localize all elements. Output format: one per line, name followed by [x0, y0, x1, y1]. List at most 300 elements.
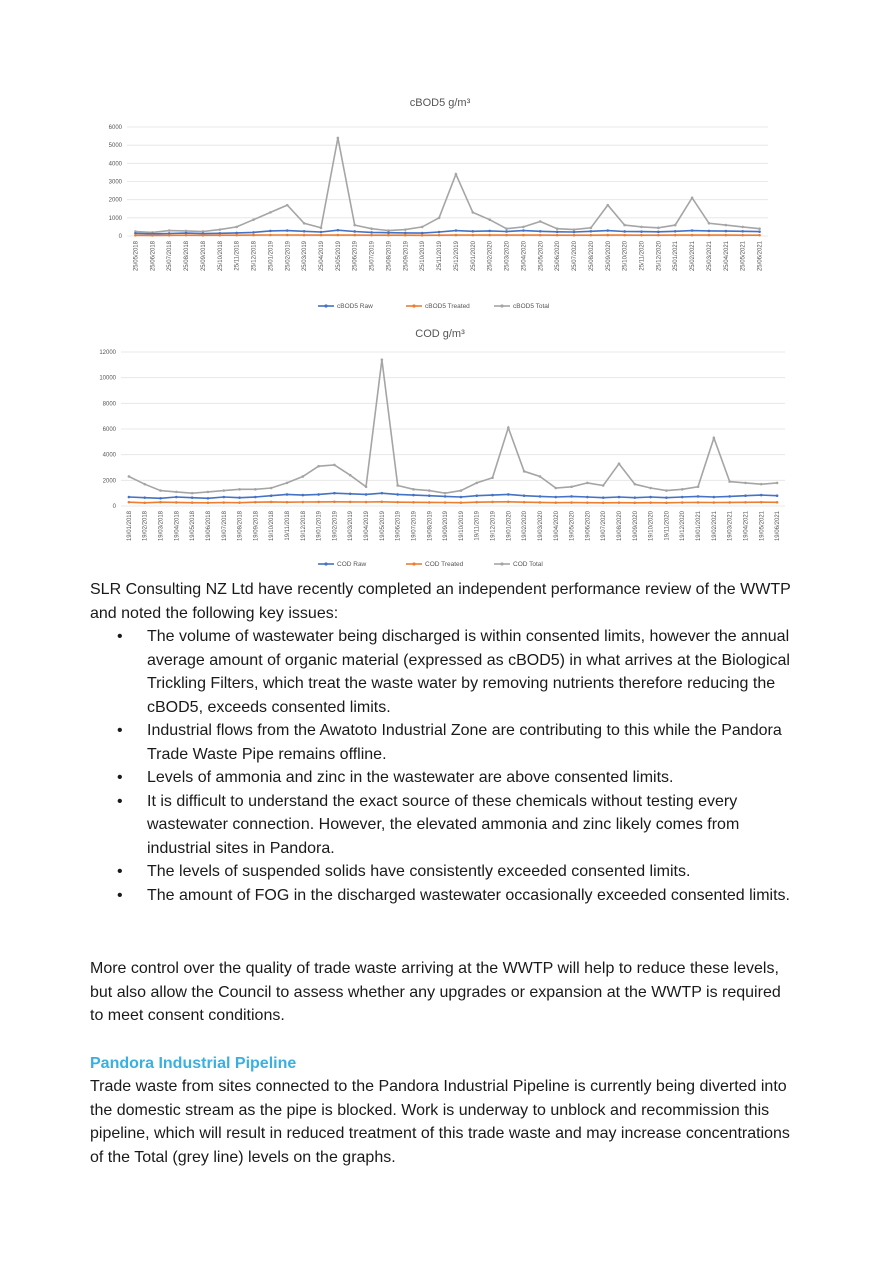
- data-point: [539, 501, 542, 504]
- x-tick-label: 19/01/2019: [316, 511, 323, 542]
- x-tick-label: 19/12/2019: [490, 511, 497, 542]
- series-line-cod-total: [129, 360, 777, 494]
- x-tick-label: 19/10/2019: [458, 511, 465, 542]
- data-point: [333, 492, 336, 495]
- x-tick-label: 19/03/2021: [727, 511, 734, 542]
- y-tick-label: 6000: [102, 427, 116, 433]
- data-point: [349, 501, 352, 504]
- list-item: • The amount of FOG in the discharged wastewater occasionally exceeded consented limits.: [90, 884, 795, 908]
- data-point: [191, 501, 194, 504]
- data-point: [665, 501, 668, 504]
- data-point: [674, 224, 677, 227]
- y-tick-label: 8000: [102, 401, 116, 408]
- data-point: [175, 496, 178, 499]
- data-point: [488, 234, 491, 237]
- data-point: [404, 228, 407, 231]
- data-point: [302, 494, 305, 497]
- x-tick-label: 25/06/2018: [150, 241, 157, 272]
- data-point: [602, 484, 605, 487]
- y-tick-label: 4000: [102, 452, 116, 459]
- data-point: [475, 494, 478, 497]
- data-point: [488, 218, 491, 221]
- data-point: [522, 229, 525, 232]
- data-point: [460, 496, 463, 499]
- data-point: [523, 494, 526, 497]
- x-tick-label: 25/05/2018: [133, 241, 140, 272]
- legend-marker: [324, 304, 327, 307]
- x-tick-label: 19/02/2021: [711, 511, 718, 542]
- data-point: [760, 494, 763, 497]
- data-point: [438, 234, 441, 237]
- data-point: [570, 501, 573, 504]
- data-point: [218, 228, 221, 231]
- data-point: [404, 234, 407, 237]
- x-tick-label: 25/04/2019: [318, 241, 325, 272]
- list-item: • The levels of suspended solids have consistently exceeded consented limits.: [90, 860, 795, 884]
- x-tick-label: 19/12/2018: [300, 511, 307, 542]
- data-point: [708, 234, 711, 237]
- x-tick-label: 19/03/2018: [158, 511, 165, 542]
- data-point: [606, 229, 609, 232]
- data-point: [741, 234, 744, 237]
- data-point: [303, 234, 306, 237]
- x-tick-label: 19/04/2019: [364, 511, 371, 542]
- data-point: [143, 483, 146, 486]
- series-line-cbod5-raw: [135, 230, 759, 234]
- data-point: [337, 229, 340, 232]
- x-tick-label: 25/08/2019: [386, 241, 393, 272]
- data-point: [270, 487, 273, 490]
- data-point: [421, 226, 424, 229]
- data-point: [665, 489, 668, 492]
- data-point: [640, 234, 643, 237]
- data-point: [185, 234, 188, 237]
- data-point: [412, 494, 415, 497]
- data-point: [691, 229, 694, 232]
- x-tick-label: 25/04/2021: [723, 241, 730, 272]
- legend-marker: [500, 304, 503, 307]
- data-point: [303, 230, 306, 233]
- data-point: [128, 475, 131, 478]
- data-point: [505, 234, 508, 237]
- x-tick-label: 25/06/2019: [352, 241, 359, 272]
- x-tick-label: 19/06/2021: [775, 511, 782, 542]
- legend-label: cBOD5 Treated: [425, 303, 470, 311]
- data-point: [396, 501, 399, 504]
- x-tick-label: 19/09/2019: [443, 511, 450, 542]
- review-section: [90, 578, 795, 907]
- data-point: [191, 492, 194, 495]
- x-tick-label: 25/03/2021: [706, 241, 713, 272]
- data-point: [254, 488, 257, 491]
- data-point: [570, 495, 573, 498]
- data-point: [665, 496, 668, 499]
- data-point: [444, 501, 447, 504]
- data-point: [222, 489, 225, 492]
- data-point: [252, 231, 255, 234]
- data-point: [269, 234, 272, 237]
- data-point: [741, 226, 744, 229]
- x-tick-label: 19/10/2018: [269, 511, 276, 542]
- x-tick-label: 25/08/2020: [588, 241, 595, 272]
- data-point: [302, 501, 305, 504]
- data-point: [602, 501, 605, 504]
- y-tick-label: 4000: [108, 161, 122, 168]
- x-tick-label: 19/05/2019: [379, 511, 386, 542]
- data-point: [674, 234, 677, 237]
- data-point: [396, 493, 399, 496]
- x-tick-label: 25/10/2020: [622, 241, 629, 272]
- data-point: [159, 489, 162, 492]
- x-tick-label: 19/09/2018: [253, 511, 260, 542]
- data-point: [618, 501, 621, 504]
- x-tick-label: 25/02/2019: [285, 241, 292, 272]
- x-tick-label: 19/01/2021: [696, 511, 703, 542]
- x-tick-label: 19/08/2018: [237, 511, 244, 542]
- cod-chart: [85, 322, 790, 577]
- data-point: [691, 197, 694, 200]
- x-tick-label: 25/02/2021: [690, 241, 697, 272]
- intro-paragraph: SLR Consulting NZ Ltd have recently completed an independent performance review of the WWTP and noted the following key issues:: [90, 581, 791, 622]
- data-point: [634, 496, 637, 499]
- data-point: [238, 496, 241, 499]
- x-tick-label: 25/03/2019: [302, 241, 309, 272]
- data-point: [381, 492, 384, 495]
- data-point: [218, 234, 221, 237]
- series-line-cod-raw: [129, 493, 777, 498]
- data-point: [758, 227, 761, 230]
- data-point: [370, 227, 373, 230]
- data-point: [657, 231, 660, 234]
- data-point: [744, 482, 747, 485]
- data-point: [238, 488, 241, 491]
- data-point: [556, 227, 559, 230]
- y-tick-label: 2000: [108, 197, 122, 204]
- data-point: [168, 234, 171, 237]
- data-point: [353, 234, 356, 237]
- data-point: [523, 501, 526, 504]
- data-point: [728, 495, 731, 498]
- data-point: [302, 475, 305, 478]
- x-tick-label: 19/02/2019: [332, 511, 339, 542]
- data-point: [143, 496, 146, 499]
- data-point: [269, 211, 272, 214]
- data-point: [590, 230, 593, 233]
- data-point: [741, 230, 744, 233]
- data-point: [586, 496, 589, 499]
- cbod5-chart-svg: [85, 90, 790, 320]
- data-point: [303, 222, 306, 225]
- data-point: [460, 501, 463, 504]
- data-point: [254, 501, 257, 504]
- data-point: [472, 230, 475, 233]
- data-point: [758, 230, 761, 233]
- data-point: [235, 232, 238, 235]
- x-tick-label: 25/08/2018: [184, 241, 191, 272]
- data-point: [681, 496, 684, 499]
- x-tick-label: 19/05/2021: [759, 511, 766, 542]
- data-point: [573, 231, 576, 234]
- data-point: [697, 495, 700, 498]
- data-point: [697, 501, 700, 504]
- data-point: [134, 234, 137, 237]
- data-point: [570, 485, 573, 488]
- x-tick-label: 19/11/2020: [664, 511, 671, 541]
- data-point: [387, 234, 390, 237]
- data-point: [758, 234, 761, 237]
- data-point: [286, 501, 289, 504]
- x-tick-label: 25/05/2019: [335, 241, 342, 272]
- data-point: [649, 487, 652, 490]
- legend-label: COD Raw: [337, 561, 367, 569]
- data-point: [269, 230, 272, 233]
- data-point: [472, 234, 475, 237]
- data-point: [539, 495, 542, 498]
- x-tick-label: 25/12/2020: [656, 241, 663, 272]
- x-tick-label: 19/03/2019: [348, 511, 355, 542]
- x-tick-label: 25/01/2020: [470, 241, 477, 272]
- data-point: [554, 501, 557, 504]
- y-tick-label: 0: [112, 504, 116, 510]
- data-point: [421, 234, 424, 237]
- x-tick-label: 19/03/2020: [537, 511, 544, 542]
- data-point: [175, 491, 178, 494]
- data-point: [333, 500, 336, 503]
- data-point: [412, 488, 415, 491]
- data-point: [674, 230, 677, 233]
- series-line-cod-treated: [129, 502, 777, 503]
- x-tick-label: 19/04/2021: [743, 511, 750, 542]
- data-point: [151, 234, 154, 237]
- x-tick-label: 19/09/2020: [632, 511, 639, 542]
- data-point: [725, 230, 728, 233]
- x-tick-label: 19/04/2020: [553, 511, 560, 542]
- list-item: • Levels of ammonia and zinc in the wastewater are above consented limits.: [90, 766, 795, 790]
- chart-title: cBOD5 g/m³: [409, 97, 471, 109]
- data-point: [556, 234, 559, 237]
- data-point: [428, 501, 431, 504]
- data-point: [235, 226, 238, 229]
- list-item: • It is difficult to understand the exact source of these chemicals without testing every wastewater connection. However, the elevated ammonia and zinc likely comes from industrial sites in Pandora.: [90, 790, 795, 861]
- x-tick-label: 19/07/2018: [221, 511, 228, 542]
- x-tick-label: 19/12/2020: [680, 511, 687, 542]
- y-tick-label: 1000: [108, 215, 122, 222]
- pipeline-paragraph: Trade waste from sites connected to the Pandora Industrial Pipeline is currently being diverted into the domestic stream as the pipe is blocked. Work is underway to unblock and recommission this pipeline, which will result in reduced treatment of this trade waste and may increase concentrations of the Total (grey line) levels on the graphs.: [90, 1078, 790, 1166]
- x-tick-label: 25/12/2019: [453, 241, 460, 272]
- y-tick-label: 0: [118, 234, 122, 240]
- data-point: [286, 234, 289, 237]
- data-point: [370, 231, 373, 234]
- data-point: [222, 496, 225, 499]
- data-point: [657, 234, 660, 237]
- data-point: [554, 496, 557, 499]
- data-point: [590, 227, 593, 230]
- data-point: [623, 234, 626, 237]
- x-tick-label: 25/11/2019: [437, 241, 444, 271]
- data-point: [760, 483, 763, 486]
- data-point: [491, 476, 494, 479]
- data-point: [649, 501, 652, 504]
- x-tick-label: 19/05/2018: [190, 511, 197, 542]
- data-point: [697, 485, 700, 488]
- data-point: [606, 204, 609, 207]
- data-point: [286, 229, 289, 232]
- data-point: [444, 495, 447, 498]
- data-point: [491, 494, 494, 497]
- data-point: [412, 501, 415, 504]
- data-point: [725, 234, 728, 237]
- legend-label: COD Treated: [425, 561, 464, 569]
- data-point: [776, 494, 779, 497]
- x-tick-label: 25/01/2021: [673, 241, 680, 272]
- y-tick-label: 6000: [108, 125, 122, 131]
- data-point: [634, 483, 637, 486]
- x-tick-label: 19/06/2018: [205, 511, 212, 542]
- x-tick-label: 19/08/2020: [617, 511, 623, 542]
- x-tick-label: 19/06/2019: [395, 511, 402, 542]
- list-item: • Industrial flows from the Awatoto Industrial Zone are contributing to this while the Pandora Trade Waste Pipe remains offline.: [90, 719, 795, 766]
- data-point: [618, 496, 621, 499]
- data-point: [286, 493, 289, 496]
- section-heading: Pandora Industrial Pipeline: [90, 1055, 297, 1072]
- data-point: [725, 224, 728, 227]
- x-tick-label: 19/10/2020: [648, 511, 655, 542]
- data-point: [602, 496, 605, 499]
- data-point: [505, 230, 508, 233]
- data-point: [491, 501, 494, 504]
- data-point: [744, 494, 747, 497]
- data-point: [159, 501, 162, 504]
- x-tick-label: 25/05/2020: [538, 241, 545, 272]
- data-point: [320, 231, 323, 234]
- data-point: [728, 480, 731, 483]
- data-point: [586, 501, 589, 504]
- data-point: [475, 482, 478, 485]
- y-tick-label: 5000: [108, 143, 122, 150]
- data-point: [776, 482, 779, 485]
- data-point: [460, 489, 463, 492]
- x-tick-label: 19/07/2020: [601, 511, 608, 542]
- x-tick-label: 25/11/2020: [639, 241, 646, 271]
- data-point: [708, 222, 711, 225]
- data-point: [270, 494, 273, 497]
- data-point: [618, 462, 621, 465]
- data-point: [438, 231, 441, 234]
- data-point: [522, 234, 525, 237]
- data-point: [556, 231, 559, 234]
- data-point: [235, 234, 238, 237]
- data-point: [590, 234, 593, 237]
- data-point: [505, 227, 508, 230]
- x-tick-label: 25/07/2020: [572, 241, 579, 272]
- data-point: [317, 501, 320, 504]
- data-point: [649, 496, 652, 499]
- data-point: [353, 230, 356, 233]
- data-point: [728, 501, 731, 504]
- data-point: [396, 484, 399, 487]
- x-tick-label: 25/06/2021: [757, 241, 764, 272]
- data-point: [252, 234, 255, 237]
- data-point: [381, 358, 384, 361]
- data-point: [640, 226, 643, 229]
- data-point: [691, 234, 694, 237]
- data-point: [333, 464, 336, 467]
- x-tick-label: 19/08/2019: [427, 511, 434, 542]
- data-point: [222, 501, 225, 504]
- data-point: [370, 234, 373, 237]
- data-point: [507, 493, 510, 496]
- data-point: [539, 220, 542, 223]
- legend-label: COD Total: [513, 561, 543, 569]
- data-point: [387, 231, 390, 234]
- data-point: [191, 496, 194, 499]
- data-point: [438, 217, 441, 220]
- data-point: [381, 500, 384, 503]
- data-point: [320, 227, 323, 230]
- data-point: [207, 497, 210, 500]
- data-point: [623, 224, 626, 227]
- x-tick-label: 25/12/2018: [251, 241, 258, 272]
- data-point: [238, 501, 241, 504]
- data-point: [657, 227, 660, 230]
- legend-label: cBOD5 Total: [513, 303, 550, 311]
- data-point: [455, 173, 458, 176]
- data-point: [744, 501, 747, 504]
- data-point: [573, 228, 576, 231]
- data-point: [337, 234, 340, 237]
- data-point: [349, 493, 352, 496]
- data-point: [444, 492, 447, 495]
- x-tick-label: 25/02/2020: [487, 241, 494, 272]
- x-tick-label: 19/11/2018: [285, 511, 291, 541]
- data-point: [143, 501, 146, 504]
- legend-marker: [324, 562, 327, 565]
- x-tick-label: 25/05/2021: [740, 241, 747, 272]
- data-point: [128, 496, 131, 499]
- data-point: [252, 218, 255, 221]
- data-point: [286, 204, 289, 207]
- data-point: [455, 229, 458, 232]
- x-tick-label: 25/09/2019: [403, 241, 410, 272]
- key-issues-list: [90, 625, 795, 907]
- data-point: [713, 501, 716, 504]
- x-tick-label: 19/04/2018: [174, 511, 181, 542]
- legend-label: cBOD5 Raw: [337, 303, 373, 311]
- data-point: [207, 491, 210, 494]
- data-point: [128, 501, 131, 504]
- data-point: [475, 501, 478, 504]
- data-point: [539, 230, 542, 233]
- cod-chart-svg: [85, 322, 790, 577]
- data-point: [175, 501, 178, 504]
- x-tick-label: 19/11/2019: [474, 511, 481, 541]
- list-item: • The volume of wastewater being discharged is within consented limits, however the annual average amount of organic material (expressed as cBOD5) in what arrives at the Biological Trickling Filters, which treat the waste water by removing nutrients therefore reducing the cBOD5, exceeds consented limits.: [90, 625, 795, 719]
- y-tick-label: 10000: [99, 375, 116, 382]
- data-point: [681, 488, 684, 491]
- data-point: [713, 496, 716, 499]
- x-tick-label: 19/01/2018: [126, 511, 133, 542]
- data-point: [623, 230, 626, 233]
- data-point: [507, 426, 510, 429]
- x-tick-label: 19/05/2020: [569, 510, 576, 542]
- data-point: [708, 230, 711, 233]
- x-tick-label: 25/09/2018: [200, 241, 207, 272]
- trade-waste-paragraph: More control over the quality of trade waste arriving at the WWTP will help to reduce these levels, but also allow the Council to assess whether any upgrades or expansion at the WWTP is required to meet consent conditions.: [90, 960, 781, 1024]
- legend-marker: [412, 304, 415, 307]
- data-point: [159, 497, 162, 500]
- x-tick-label: 25/07/2018: [167, 241, 174, 272]
- x-tick-label: 19/07/2019: [411, 511, 418, 542]
